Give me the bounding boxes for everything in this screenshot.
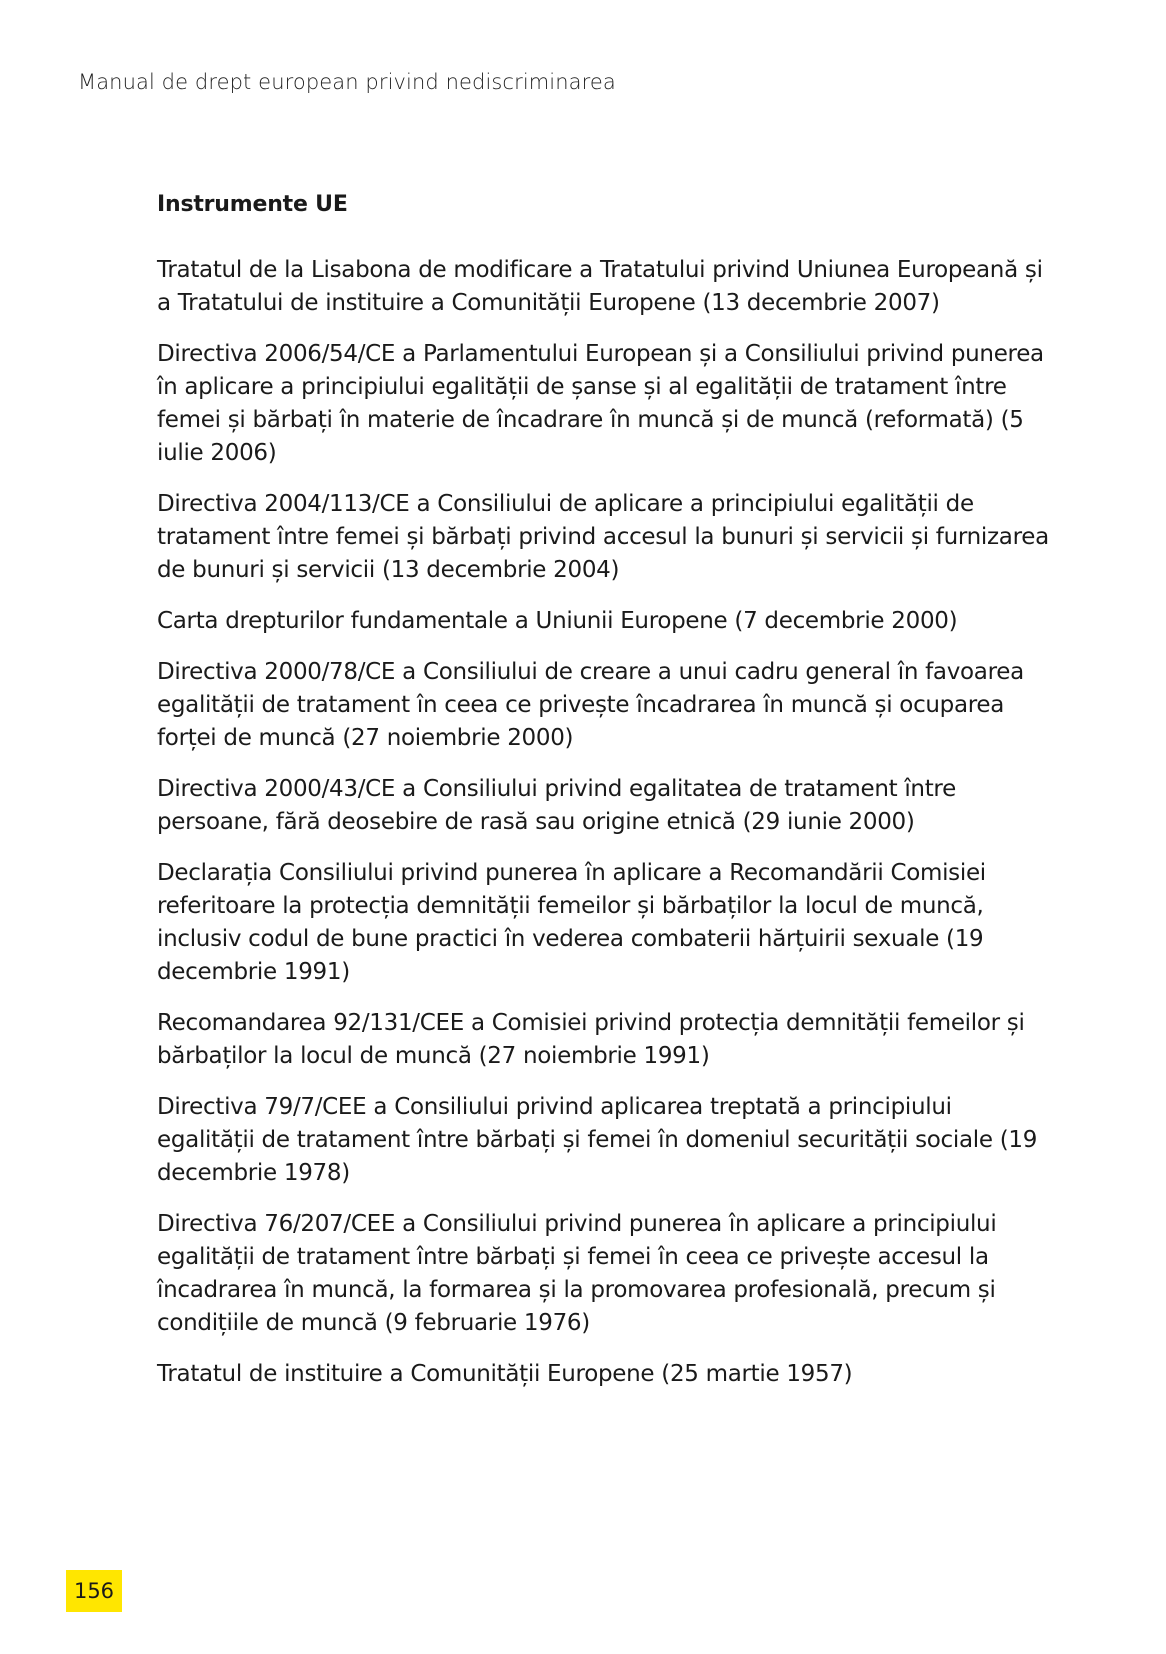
list-item: Recomandarea 92/131/CEE a Comisiei privind protecția demnității femeilor și bărbaților la locul de muncă (27 noiembrie 1991) <box>157 1010 1025 1069</box>
page-number: 156 <box>73 1579 115 1603</box>
list-item: Directiva 2006/54/CE a Parlamentului European și a Consiliului privind punerea în aplicare a principiului egalității de șanse și al egalității de tratament între femei și bărbați în materie de încadrare în muncă și de muncă (reformată) (5 iulie 2006) <box>157 341 1044 466</box>
section-title: Instrumente UE <box>157 192 348 217</box>
list-item: Directiva 2000/43/CE a Consiliului privind egalitatea de tratament între persoane, fără deosebire de rasă sau origine etnică (29 iunie 2000) <box>157 776 956 835</box>
running-header-title: Manual de drept european privind nediscriminarea <box>78 70 616 94</box>
list-item: Directiva 2004/113/CE a Consiliului de aplicare a principiului egalității de tratament între femei și bărbați privind accesul la bunuri și servicii și furnizarea de bunuri și servicii (13 decembrie 2004) <box>157 491 1049 583</box>
list-item: Declarația Consiliului privind punerea în aplicare a Recomandării Comisiei referitoare la protecția demnității femeilor și bărbaților la locul de muncă, inclusiv codul de bune practici în vederea combaterii hărțuirii sexuale (19 decembrie 1991) <box>157 860 986 985</box>
list-item: Tratatul de instituire a Comunității Europene (25 martie 1957) <box>157 1361 853 1387</box>
main-content <box>157 190 1054 1409</box>
instrument-list <box>157 254 1054 1391</box>
page-number-badge <box>66 1570 122 1612</box>
list-item: Directiva 2000/78/CE a Consiliului de creare a unui cadru general în favoarea egalității de tratament în ceea ce privește încadrarea în muncă și ocuparea forței de muncă (27 noiembrie 2000) <box>157 659 1024 751</box>
list-item: Carta drepturilor fundamentale a Uniunii Europene (7 decembrie 2000) <box>157 608 958 634</box>
list-item: Directiva 79/7/CEE a Consiliului privind aplicarea treptată a principiului egalității de tratament între bărbați și femei în domeniul securității sociale (19 decembrie 1978) <box>157 1094 1038 1186</box>
list-item: Directiva 76/207/CEE a Consiliului privind punerea în aplicare a principiului egalității de tratament între bărbați și femei în ceea ce privește accesul la încadrarea în muncă, la formarea și la promovarea profesională, precum și condițiile de muncă (9 februarie 1976) <box>157 1211 997 1336</box>
list-item: Tratatul de la Lisabona de modificare a Tratatului privind Uniunea Europeană și a Tratatului de instituire a Comunității Europene (13 decembrie 2007) <box>157 257 1043 316</box>
